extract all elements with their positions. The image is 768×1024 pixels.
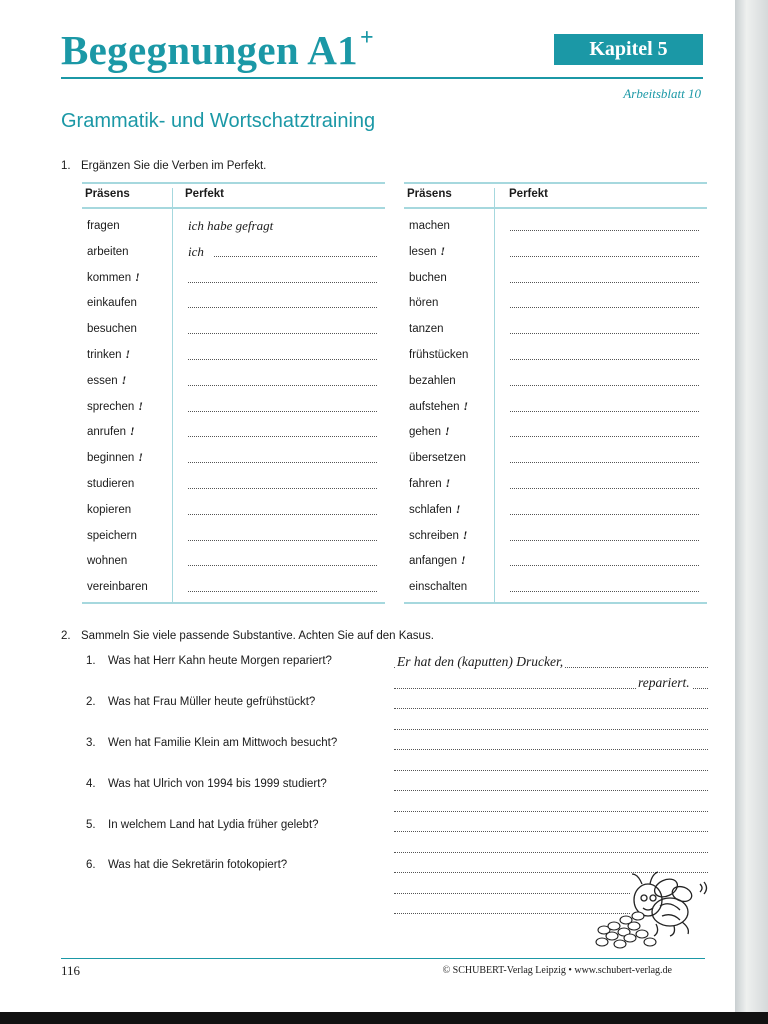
verb-present: besuchen (87, 323, 137, 336)
verb-row (404, 574, 707, 600)
answer-line[interactable] (394, 811, 708, 812)
perfect-answer-line[interactable] (510, 591, 699, 592)
verb-row (82, 471, 385, 497)
perfect-answer-line[interactable] (510, 436, 699, 437)
verb-present: buchen (409, 271, 447, 284)
perfect-answer-prefix: ich (188, 243, 204, 259)
perfect-answer-line[interactable] (188, 488, 377, 489)
verb-present: essen ! (87, 374, 127, 387)
verb-row (82, 394, 385, 420)
perfect-answer-line[interactable] (510, 540, 699, 541)
perfect-answer-line[interactable] (188, 462, 377, 463)
verb-present: schreiben ! (409, 529, 468, 542)
perfect-answer-line[interactable] (510, 282, 699, 283)
table-header-rule (404, 207, 707, 209)
verb-present: speichern (87, 529, 137, 542)
chapter-label: Kapitel 5 (554, 34, 703, 65)
verb-row (404, 368, 707, 394)
verb-present: gehen ! (409, 426, 450, 439)
perfect-answer-line[interactable] (188, 385, 377, 386)
verb-row (82, 342, 385, 368)
verb-present: fragen (87, 220, 120, 232)
verb-present: aufstehen ! (409, 400, 468, 413)
answer-line[interactable] (394, 749, 708, 750)
task-1-instruction: 1. Ergänzen Sie die Verben im Perfekt. (61, 160, 267, 172)
example-answer-line-1: Er hat den (kaputten) Drucker, (397, 654, 564, 669)
table-top-rule (82, 182, 385, 184)
verb-row (82, 419, 385, 445)
verb-row (404, 497, 707, 523)
answer-line[interactable] (394, 708, 708, 709)
verb-row (82, 548, 385, 574)
verb-present: einkaufen (87, 297, 137, 310)
page-number: 116 (61, 963, 81, 978)
page-edge (735, 0, 768, 1012)
book-title: Begegnungen A1+ (61, 25, 374, 73)
verb-table-left (82, 182, 385, 606)
verb-present: frühstücken (409, 349, 469, 361)
verb-row (404, 523, 707, 549)
irregular-mark: ! (135, 271, 140, 284)
verb-present: übersetzen (409, 452, 466, 465)
question-item: 2. Was hat Frau Müller heute gefrühstückt? (86, 696, 316, 708)
verb-present: einschalten (409, 581, 468, 594)
irregular-mark: ! (121, 374, 127, 387)
verb-row (82, 445, 385, 471)
verb-row (404, 342, 707, 368)
verb-row (404, 419, 707, 445)
irregular-mark: ! (463, 400, 468, 413)
verb-present: anfangen ! (409, 555, 466, 568)
copyright-notice: © SCHUBERT-Verlag Leipzig • www.schubert-verlag.de (442, 965, 672, 976)
irregular-mark: ! (138, 400, 143, 413)
verb-present: anrufen ! (87, 426, 135, 439)
irregular-mark: ! (445, 478, 451, 490)
verb-row (404, 265, 707, 291)
perfect-answer-line[interactable] (188, 514, 377, 515)
perfect-answer-line[interactable] (214, 256, 377, 257)
verb-present: hören (409, 297, 439, 310)
verb-present: studieren (87, 478, 135, 490)
verb-present: arbeiten (87, 245, 129, 258)
col-header-perfect: Perfekt (185, 188, 224, 200)
perfect-answer-line[interactable] (188, 333, 377, 334)
irregular-mark: ! (444, 426, 450, 439)
irregular-mark: ! (455, 503, 461, 516)
question-item: 5. In welchem Land hat Lydia früher gelebt? (86, 819, 319, 831)
perfect-answer-line[interactable] (510, 462, 699, 463)
table-bottom-rule (404, 602, 707, 604)
irregular-mark: ! (460, 555, 466, 568)
verb-row (404, 290, 707, 316)
col-header-present: Präsens (407, 188, 452, 200)
perfect-answer-line[interactable] (188, 359, 377, 360)
scan-border (0, 1012, 768, 1024)
irregular-mark: ! (138, 452, 143, 465)
verb-row (404, 445, 707, 471)
perfect-answer-line[interactable] (510, 307, 699, 308)
verb-row (82, 574, 385, 600)
verb-row (404, 394, 707, 420)
verb-present: tanzen (409, 323, 444, 336)
verb-row (82, 239, 385, 265)
perfect-answer-line[interactable] (510, 385, 699, 386)
verb-present: lesen ! (409, 245, 445, 258)
verb-present: machen (409, 220, 450, 232)
header-rule (61, 77, 703, 79)
col-header-perfect: Perfekt (509, 188, 548, 200)
perfect-answer-line[interactable] (188, 282, 377, 283)
perfect-answer-line[interactable] (188, 436, 377, 437)
verb-row (404, 471, 707, 497)
perfect-answer-line[interactable] (510, 230, 699, 231)
perfect-answer-line[interactable] (188, 591, 377, 592)
perfect-answer-line[interactable] (510, 333, 699, 334)
perfect-answer-line[interactable] (188, 540, 377, 541)
perfect-answer-line[interactable] (188, 307, 377, 308)
task-2-instruction: 2. Sammeln Sie viele passende Substantive. Achten Sie auf den Kasus. (61, 630, 434, 642)
table-header-rule (82, 207, 385, 209)
perfect-answer-line[interactable] (510, 359, 699, 360)
irregular-mark: ! (440, 245, 445, 258)
perfect-answer-line[interactable] (510, 411, 699, 412)
col-header-present: Präsens (85, 188, 130, 200)
footer-rule (61, 958, 705, 959)
answer-line[interactable] (394, 852, 708, 853)
verb-row (82, 265, 385, 291)
verb-present: fahren ! (409, 478, 451, 490)
verb-present: vereinbaren (87, 581, 148, 594)
verb-row (404, 316, 707, 342)
worksheet-label: Arbeitsblatt 10 (623, 86, 701, 101)
answer-line[interactable] (394, 729, 708, 730)
verb-present: beginnen ! (87, 452, 143, 465)
verb-present: trinken ! (87, 349, 131, 361)
table-top-rule (404, 182, 707, 184)
verb-row (82, 523, 385, 549)
example-answer-line-2: repariert. (638, 675, 690, 690)
verb-present: kopieren (87, 503, 132, 516)
perfect-answer-line[interactable] (188, 565, 377, 566)
verb-row (404, 548, 707, 574)
verb-present: wohnen (87, 555, 128, 568)
verb-row (82, 290, 385, 316)
verb-present: sprechen ! (87, 400, 143, 413)
bee-with-coins-icon (590, 870, 710, 952)
answer-line[interactable] (394, 790, 708, 791)
verb-present: schlafen ! (409, 503, 461, 516)
verb-row (404, 213, 707, 239)
verb-present: kommen ! (87, 271, 140, 284)
question-item: 1. Was hat Herr Kahn heute Morgen repariert? (86, 655, 332, 667)
perfect-answer-line[interactable] (510, 514, 699, 515)
answer-line[interactable] (394, 770, 708, 771)
verb-row (404, 239, 707, 265)
question-item: 3. Wen hat Familie Klein am Mittwoch besucht? (86, 737, 338, 749)
book-title-sup: + (359, 25, 374, 52)
verb-row (82, 213, 385, 239)
section-title: Grammatik- und Wortschatztraining (61, 110, 376, 132)
question-item: 6. Was hat die Sekretärin fotokopiert? (86, 859, 288, 871)
verb-table-right (404, 182, 707, 606)
verb-present: bezahlen (409, 374, 456, 387)
answer-line[interactable] (394, 831, 708, 832)
perfect-answer-line[interactable] (510, 488, 699, 489)
perfect-answer-line[interactable] (510, 565, 699, 566)
perfect-answer-line[interactable] (510, 256, 699, 257)
question-item: 4. Was hat Ulrich von 1994 bis 1999 studiert? (86, 778, 327, 790)
verb-row (82, 316, 385, 342)
irregular-mark: ! (130, 426, 135, 439)
irregular-mark: ! (125, 349, 131, 361)
irregular-mark: ! (462, 529, 468, 542)
perfect-answer-line[interactable] (188, 411, 377, 412)
verb-row (82, 368, 385, 394)
table-bottom-rule (82, 602, 385, 604)
verb-row (82, 497, 385, 523)
perfect-answer: ich habe gefragt (188, 218, 274, 233)
